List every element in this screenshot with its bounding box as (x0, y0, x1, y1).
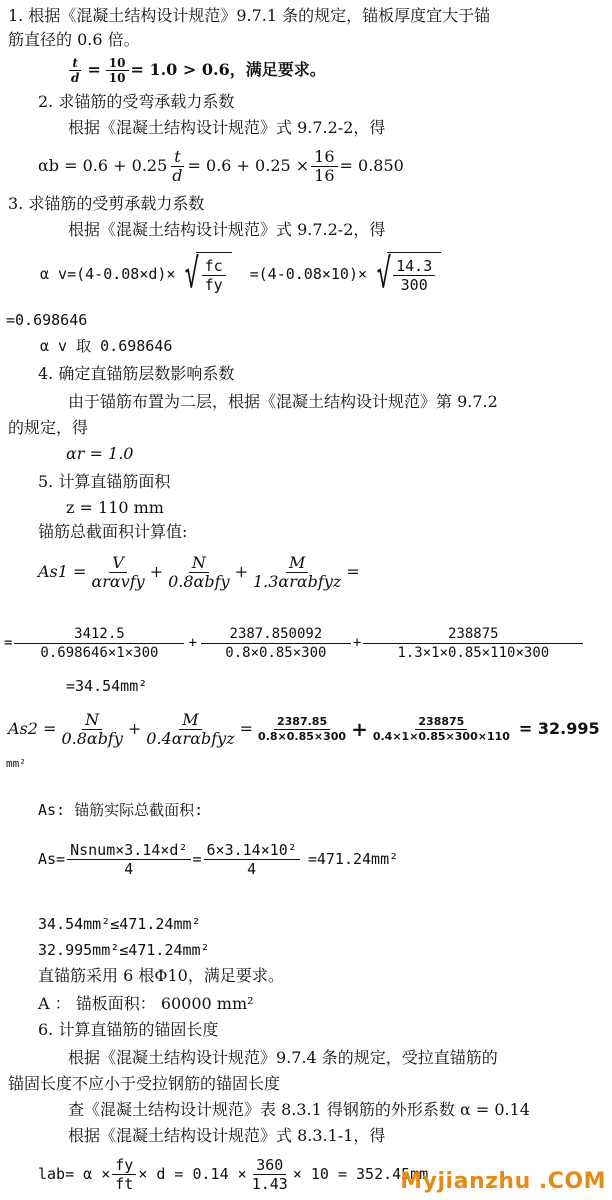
alpha-b-equation: αb = 0.6 + 0.25 $\frac{t}{d}$ = 0.6 + 0.25 × $\frac{16}{16}$ = 0.850 (38, 146, 404, 185)
step6-text-line1: 根据《混凝土结构设计规范》9.7.4 条的规定，受拉直锚筋的 (68, 1048, 498, 1067)
as1-result: =34.54mm² (66, 677, 148, 695)
z-equation: z = 110 mm (66, 498, 164, 517)
compare-line-1: 34.54mm²≤471.24mm² (38, 915, 201, 933)
step2-reference: 根据《混凝土结构设计规范》式 9.7.2-2，得 (68, 118, 386, 137)
step6-text-line4: 根据《混凝土结构设计规范》式 8.3.1-1，得 (68, 1126, 386, 1145)
conclusion-text: 直锚筋采用 6 根Φ10，满足要求。 (38, 966, 284, 985)
lab-equation: lab= α × $\frac{fy}{ft}$ × d = 0.14 × $\frac{360}{1.43}$ × 10 = 352.45mm (38, 1155, 429, 1193)
step6-text-line3: 查《混凝土结构设计规范》表 8.3.1 得钢筋的外形系数 α = 0.14 (68, 1100, 530, 1119)
td-ratio-equation: $\frac{t}{d}$ = $\frac{10}{10}$ = 1.0 > 0.6，满足要求。 (66, 52, 326, 88)
ab-fraction-1: $\frac{t}{d}$ (172, 146, 183, 185)
step3-title: 3. 求锚筋的受剪承载力系数 (8, 194, 205, 213)
td-fraction-1: $\frac{t}{d}$ (71, 55, 80, 85)
as2-formula: As2 = $\frac{N}{\text{0.8αbfy}}$ + $\frac{M}{\text{0.4αrαbfyz}}$ = $\frac{2387.85}{0.8\times 0.85\times 300}$ + $\frac{238875}{0.4\times 1\times 0.85\times 300\times 110}$ = 32.995 (8, 709, 600, 748)
step3-reference: 根据《混凝土结构设计规范》式 9.7.2-2，得 (68, 220, 386, 239)
step4-title: 4. 确定直锚筋层数影响系数 (38, 364, 235, 383)
step4-text-line1: 由于锚筋布置为二层，根据《混凝土结构设计规范》第 9.7.2 (68, 392, 498, 411)
av-sqrt-2: √ $\frac{14.3}{300}$ (367, 252, 441, 296)
alpha-r-equation: αr = 1.0 (66, 444, 134, 463)
ab-fraction-2: $\frac{16}{16}$ (311, 148, 337, 185)
as1-numeric: = $\frac{3412.5}{0.698646\times 1\times 300}$ + $\frac{2387.850092}{0.8\times 0.85\times 300}$ + $\frac{238875}{1.3\times 1\times 0.85\times 110\times 300}$ (4, 618, 585, 668)
alpha-v-take: α v 取 0.698646 (40, 337, 173, 355)
site-watermark: Myjianzhu .COM (400, 1169, 606, 1194)
av-sqrt-1: √ $\frac{fc}{fy}$ (175, 252, 231, 296)
as-actual-formula: As= $\frac{\text{Nsnum×3.14×d²}}{4}$ = $\frac{\text{6×3.14×10²}}{4}$ =471.24mm² (38, 840, 399, 878)
as-actual-title: As: 锚筋实际总截面积: (38, 801, 204, 819)
step5-title: 5. 计算直锚筋面积 (38, 472, 171, 491)
step2-title: 2. 求锚筋的受弯承载力系数 (38, 92, 235, 111)
as1-formula: As1 = $\frac{V}{\text{αrαvfy}}$ + $\frac{N}{\text{0.8αbfy}}$ + $\frac{M}{\text{1.3αrαbfyz}}$ = (38, 552, 360, 591)
as-total-title: 锚筋总截面积计算值: (38, 522, 188, 541)
anchor-plate-area: A ： 锚板面积： 60000 mm² (38, 994, 254, 1013)
alpha-v-result: =0.698646 (6, 311, 88, 329)
compare-line-2: 32.995mm²≤471.24mm² (38, 941, 210, 959)
step6-text-line2: 锚固长度不应小于受拉钢筋的锚固长度 (8, 1074, 281, 1093)
step1-text-line1: 1. 根据《混凝土结构设计规范》9.7.1 条的规定，锚板厚度宜大于锚 (8, 6, 491, 25)
td-fraction-2: $\frac{10}{10}$ (106, 56, 129, 85)
step6-title: 6. 计算直锚筋的锚固长度 (38, 1020, 219, 1039)
step4-text-line2: 的规定，得 (8, 418, 89, 437)
alpha-v-equation: α v=(4-0.08×d)× √ $\frac{fc}{fy}$ =(4-0.08×10)× √ $\frac{14.3}{300}$ (40, 246, 441, 302)
as2-unit: mm² (6, 757, 26, 770)
step1-text-line2: 筋直径的 0.6 倍。 (8, 30, 140, 49)
